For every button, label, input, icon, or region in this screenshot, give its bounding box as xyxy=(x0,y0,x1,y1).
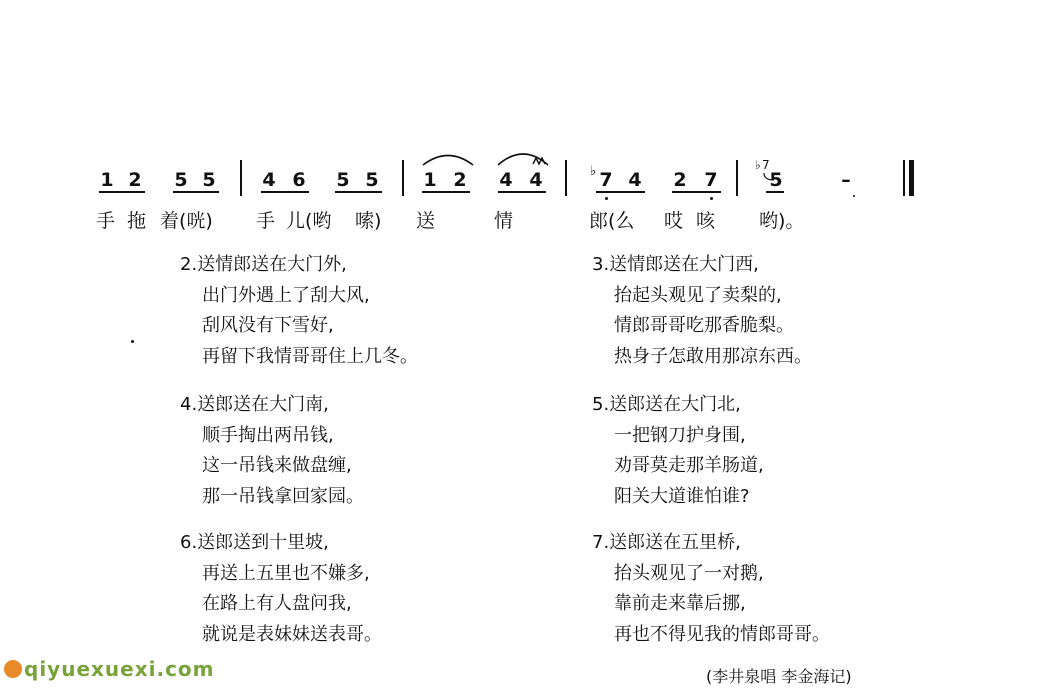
note: – xyxy=(841,169,851,191)
lyric-syllable: 郎(么 xyxy=(589,210,635,232)
verse-number: 7. xyxy=(592,532,610,553)
credit-line: (李井泉唱 李金海记) xyxy=(706,667,852,686)
lyric-syllable: 哎 xyxy=(664,210,684,232)
beam xyxy=(498,191,546,193)
lyric-syllable: 咳 xyxy=(696,210,716,232)
verse-line: 阳关大道谁怕谁? xyxy=(614,485,750,507)
logo-icon xyxy=(4,660,22,678)
lyric-syllable: 情 xyxy=(494,210,514,232)
beam xyxy=(672,191,721,193)
barline xyxy=(565,160,567,196)
verse-line: 抬头观见了一对鹅, xyxy=(614,562,764,584)
verse-number: 6. xyxy=(180,532,198,553)
verse-line: 靠前走来靠后挪, xyxy=(614,593,746,614)
verse-line: 一把钢刀护身围, xyxy=(614,424,746,446)
grace-slur xyxy=(762,172,776,182)
verse-number: 4. xyxy=(180,394,198,415)
note: 1 xyxy=(100,169,114,191)
flat-sign: ♭ xyxy=(590,164,597,179)
beam xyxy=(335,191,382,193)
verse-6 xyxy=(176,528,382,650)
verse-number: 2. xyxy=(180,254,198,275)
verse-line: 4.送郎送在大门南, xyxy=(180,394,329,415)
verse-4 xyxy=(176,390,364,512)
note: 5 xyxy=(174,169,188,191)
lyric-syllable: 送 xyxy=(416,210,436,232)
trill-icon xyxy=(532,156,548,166)
octave-dot xyxy=(605,197,608,200)
beam xyxy=(99,191,145,193)
verse-line: 7.送郎送在五里桥, xyxy=(592,532,741,553)
barline xyxy=(402,160,404,196)
note: 2 xyxy=(128,169,142,191)
lyric-syllable: 儿(哟 xyxy=(286,210,332,232)
note: 4 xyxy=(262,169,276,191)
verse-line: 在路上有人盘问我, xyxy=(202,593,352,614)
verse-line: 情郎哥哥吃那香脆梨。 xyxy=(614,315,794,336)
note: 5 xyxy=(769,169,783,191)
lyric-syllable: 手 xyxy=(96,210,116,232)
lyric-syllable: 着(咣) xyxy=(160,210,213,232)
beam xyxy=(261,191,309,193)
note: 4 xyxy=(499,169,513,191)
verse-line: 再留下我情哥哥住上几冬。 xyxy=(202,345,418,367)
verse-line: 再也不得见我的情郎哥哥。 xyxy=(614,623,830,645)
slur xyxy=(420,148,476,168)
note: 5 xyxy=(336,169,350,191)
verse-line: 劝哥莫走那羊肠道, xyxy=(614,455,764,476)
verse-line: 热身子怎敢用那凉东西。 xyxy=(614,345,812,367)
lyric-syllable: 手 xyxy=(256,210,276,232)
verse-line: 2.送情郎送在大门外, xyxy=(180,254,347,275)
note: 5 xyxy=(202,169,216,191)
beam xyxy=(422,191,470,193)
octave-dot xyxy=(853,195,855,197)
note: 1 xyxy=(423,169,437,191)
verse-number: 5. xyxy=(592,394,610,415)
note: 4 xyxy=(529,169,543,191)
verse-2 xyxy=(176,250,418,372)
note: 2 xyxy=(453,169,467,191)
speck xyxy=(131,340,134,343)
verse-line: 抬起头观见了卖梨的, xyxy=(614,284,782,306)
verse-line: 出门外遇上了刮大风, xyxy=(202,284,370,306)
verse-3 xyxy=(588,250,812,372)
verse-line: 顺手掏出两吊钱, xyxy=(202,424,334,446)
note: 7 xyxy=(704,169,718,191)
verse-line: 6.送郎送到十里坡, xyxy=(180,532,329,553)
lyric-syllable: 嗦) xyxy=(355,210,382,232)
note: 4 xyxy=(628,169,642,191)
flat-sign: ♭ xyxy=(755,158,761,172)
verse-line: 5.送郎送在大门北, xyxy=(592,394,741,415)
barline xyxy=(736,160,738,196)
note: 2 xyxy=(673,169,687,191)
verse-line: 刮风没有下雪好, xyxy=(202,315,334,336)
note: 7 xyxy=(599,169,613,191)
verse-5 xyxy=(588,390,764,512)
verse-line: 这一吊钱来做盘缠, xyxy=(202,455,352,476)
verse-number: 3. xyxy=(592,254,610,275)
octave-dot xyxy=(710,197,713,200)
barline xyxy=(240,160,242,196)
lyric-syllable: 哟)。 xyxy=(759,210,805,232)
site-watermark xyxy=(4,657,215,681)
beam xyxy=(596,191,645,193)
verse-line: 再送上五里也不嫌多, xyxy=(202,562,370,584)
final-barline-thin xyxy=(903,160,905,196)
note: 6 xyxy=(292,169,306,191)
verse-line: 3.送情郎送在大门西, xyxy=(592,254,759,275)
verse-line: 就说是表妹妹送表哥。 xyxy=(202,623,382,645)
lyrics-row xyxy=(0,206,1064,236)
verse-7 xyxy=(588,528,830,650)
beam xyxy=(173,191,219,193)
lyric-syllable: 拖 xyxy=(127,210,147,232)
final-barline-thick xyxy=(909,160,914,196)
grace-note: 7 xyxy=(762,158,770,172)
beam xyxy=(766,191,784,193)
note: 5 xyxy=(365,169,379,191)
verse-line: 那一吊钱拿回家园。 xyxy=(202,485,364,507)
watermark-text: qiyuexuexi.com xyxy=(24,657,215,681)
